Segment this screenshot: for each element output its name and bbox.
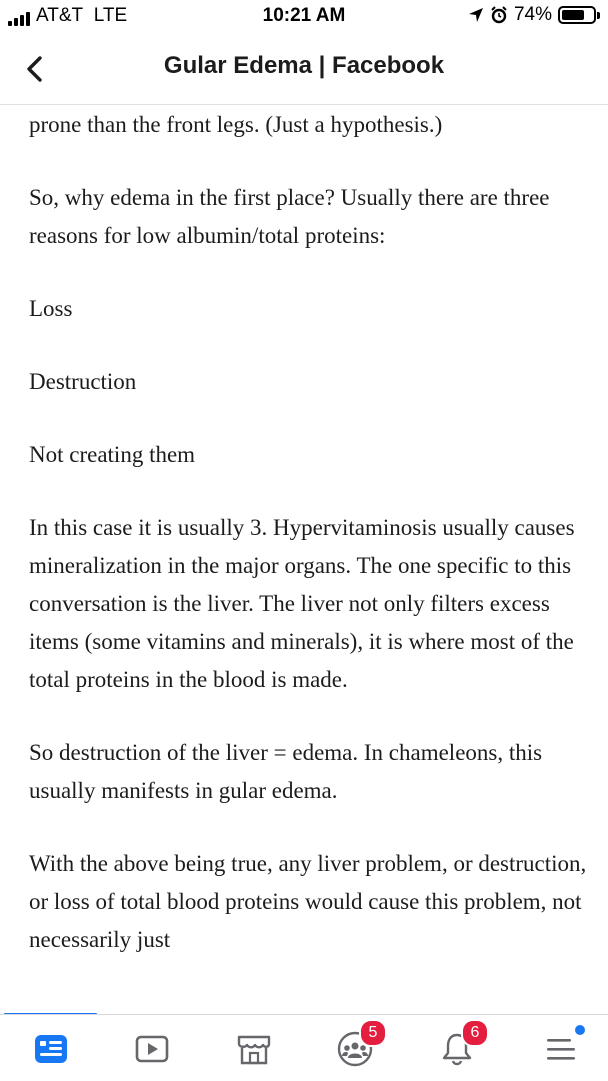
notifications-badge: 6 [461, 1019, 489, 1047]
battery-icon [558, 6, 596, 24]
tab-menu[interactable] [541, 1029, 581, 1069]
tab-watch[interactable] [132, 1029, 172, 1069]
marketplace-shop-icon [234, 1029, 274, 1069]
menu-new-dot [575, 1025, 585, 1035]
tab-marketplace[interactable] [234, 1029, 274, 1069]
article-paragraph: Destruction [29, 369, 137, 394]
location-arrow-icon [468, 7, 484, 23]
page-title: Gular Edema | Facebook [163, 52, 445, 79]
alarm-icon [490, 6, 508, 24]
news-feed-icon [31, 1029, 71, 1069]
article-paragraph: Not creating them [29, 442, 196, 467]
battery-fill [562, 10, 584, 20]
article-paragraph: Loss [29, 296, 73, 321]
status-time: 10:21 AM [262, 5, 346, 26]
bottom-tab-bar [0, 1014, 608, 1081]
groups-badge: 5 [359, 1019, 387, 1047]
article-paragraph: With the above being true, any liver problem, or destruction, or loss of total blood proteins would cause this problem, not necessarily just [29, 851, 587, 952]
carrier-name: AT&T [36, 5, 84, 26]
status-right-group [468, 4, 600, 26]
article-body [29, 70, 589, 994]
nav-header [0, 34, 608, 105]
article-paragraph: So, why edema in the first place? Usually there are three reasons for low albumin/total proteins: [29, 185, 550, 248]
tab-groups[interactable] [335, 1024, 378, 1069]
hamburger-menu-icon [541, 1029, 581, 1069]
status-bar [0, 0, 608, 34]
article-paragraph: prone than the front legs. (Just a hypothesis.) [29, 112, 443, 137]
tab-news-feed[interactable] [31, 1029, 71, 1069]
tab-notifications[interactable] [437, 1024, 480, 1069]
network-type: LTE [93, 5, 128, 26]
battery-nub [597, 12, 600, 19]
battery-percent: 74% [513, 4, 552, 25]
article-paragraph: So destruction of the liver = edema. In chameleons, this usually manifests in gular edema. [29, 740, 543, 803]
article-paragraph: In this case it is usually 3. Hypervitaminosis usually causes mineralization in the major organs. The one specific to this conversation is the liver. The liver not only filters excess items (some vitamins and minerals), it is where most of the total proteins in the blood is made. [29, 515, 575, 692]
video-play-icon [132, 1029, 172, 1069]
